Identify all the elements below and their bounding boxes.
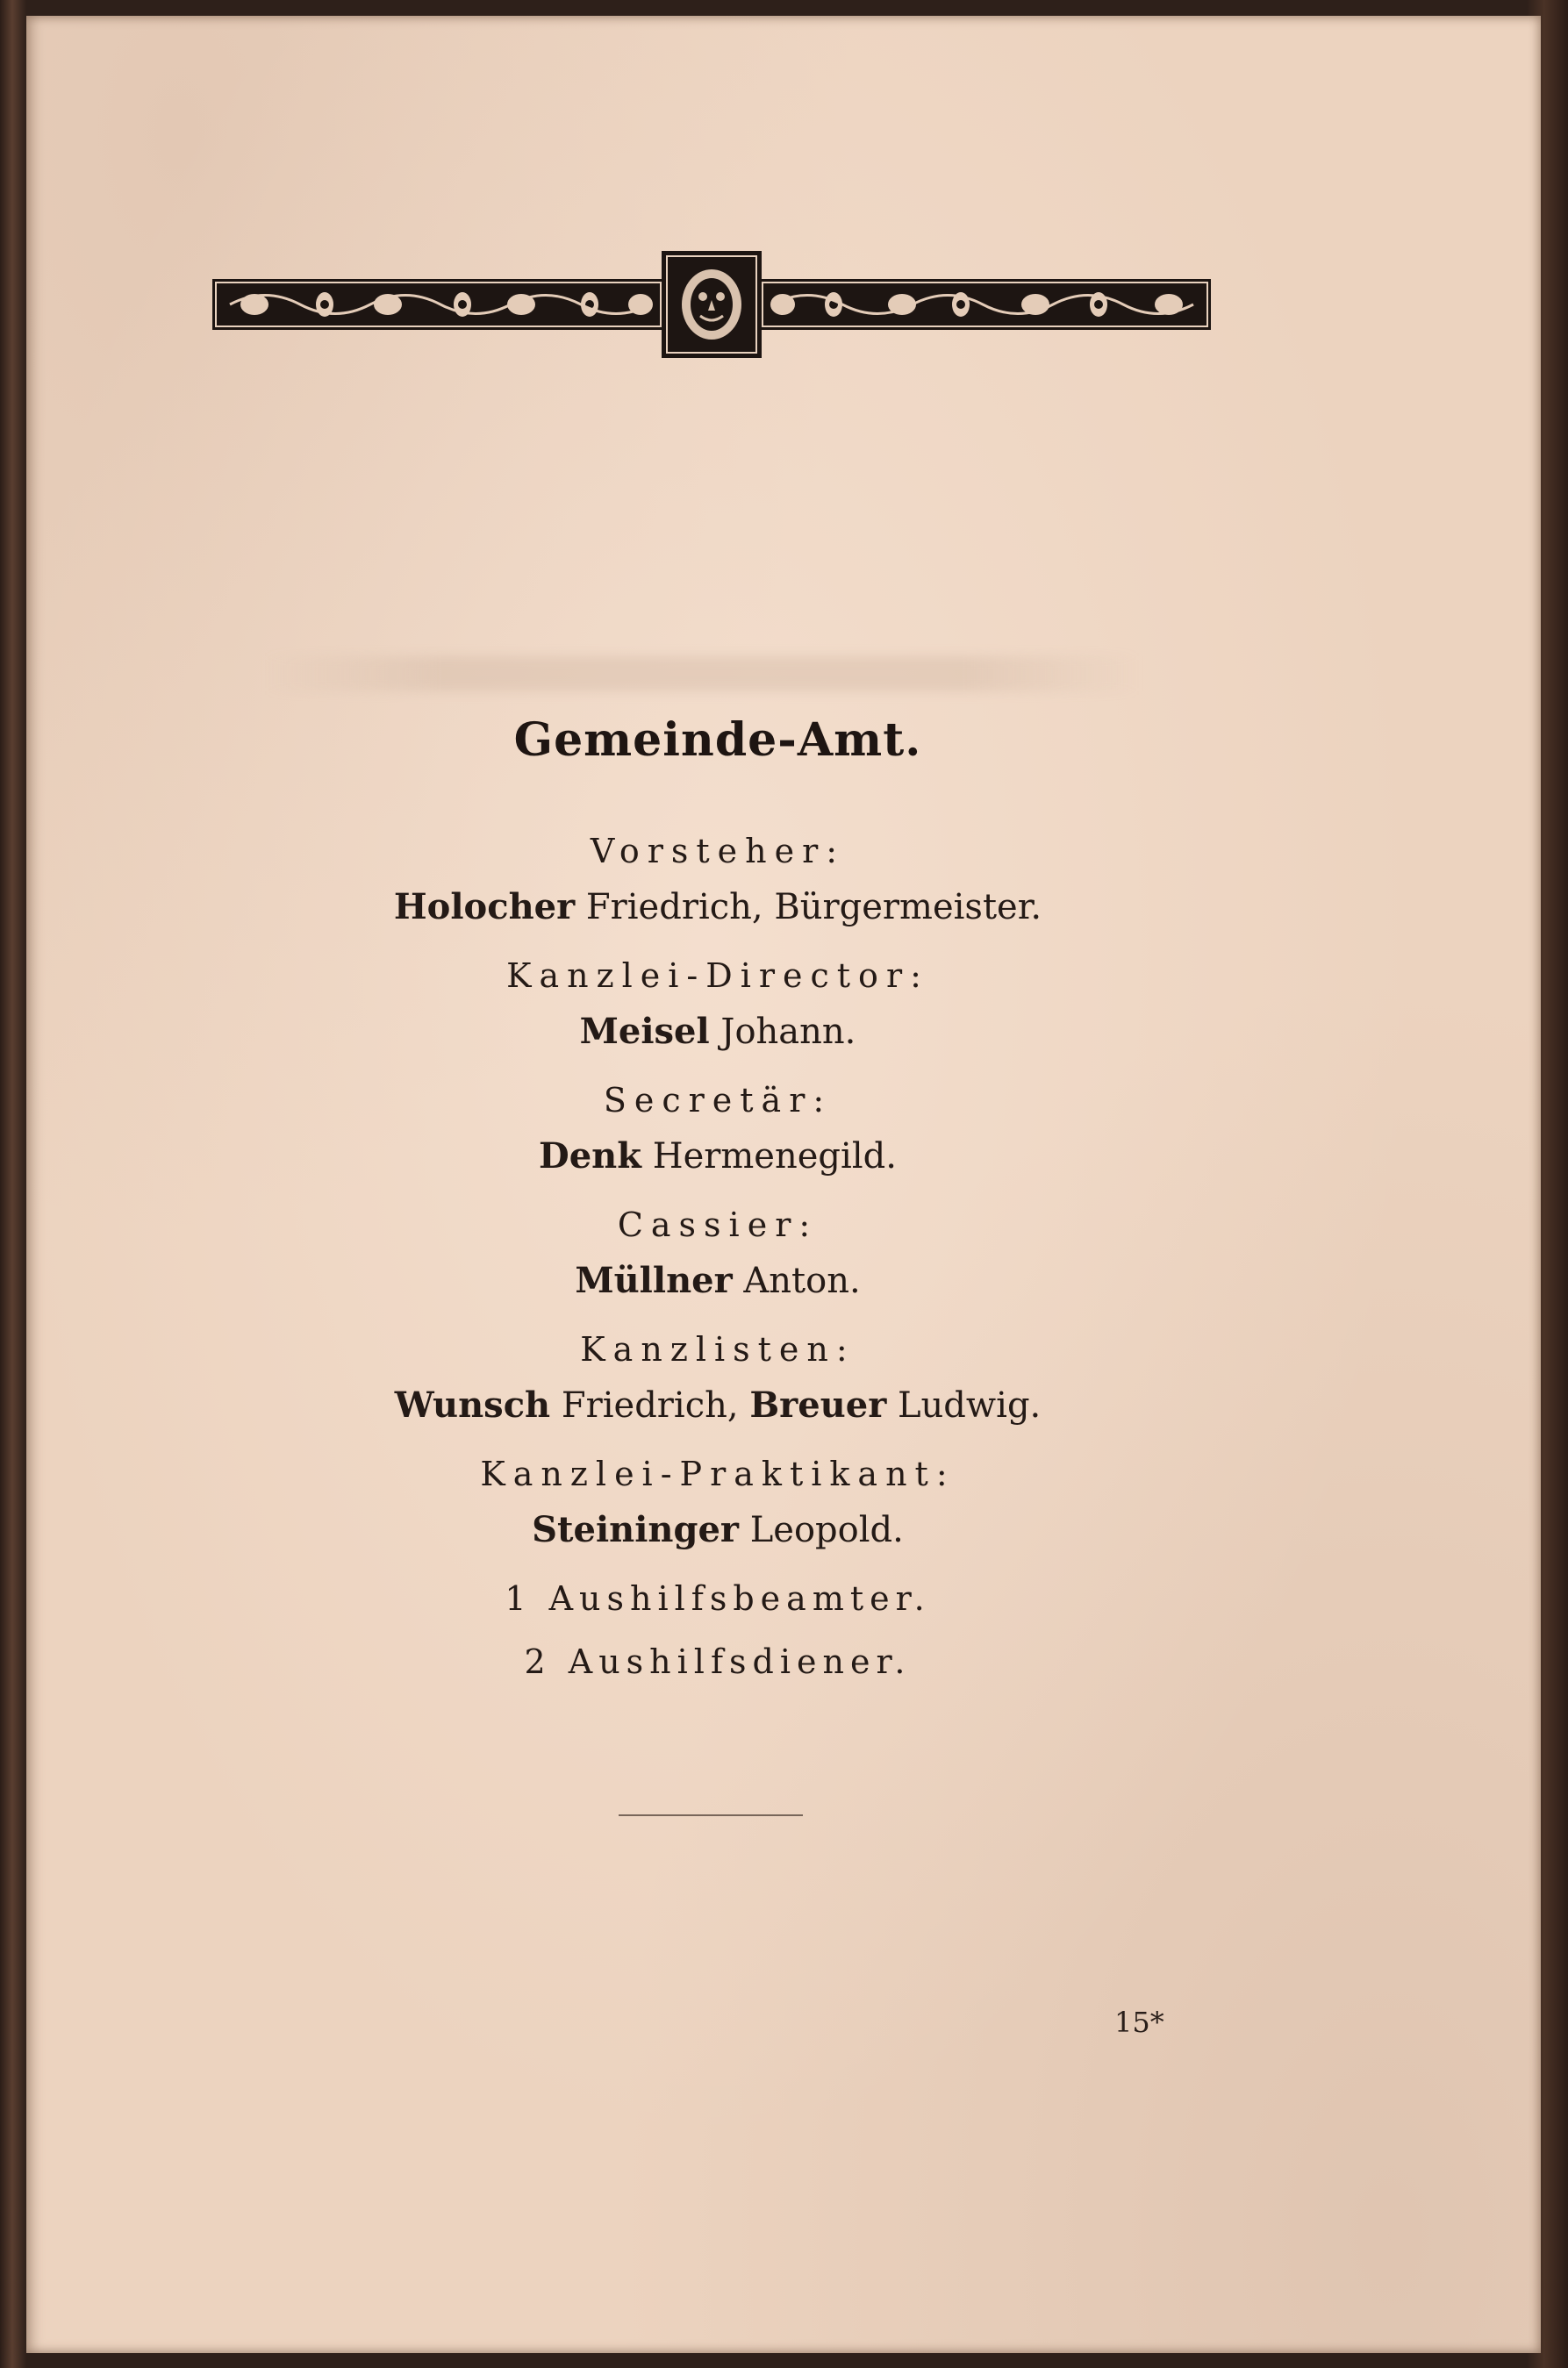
person-given-name: Hermenegild. xyxy=(652,1136,897,1177)
staff-list xyxy=(26,823,1409,1570)
person-surname: Meisel xyxy=(579,1011,710,1052)
role-title: Secretär: xyxy=(603,1081,833,1120)
role-title: Kanzlisten: xyxy=(580,1330,856,1369)
person-given-name: Leopold. xyxy=(749,1510,904,1550)
book-page xyxy=(26,16,1541,2353)
auxiliary-title: Aushilfsbeamter. xyxy=(548,1579,931,1618)
person-given-name: Ludwig. xyxy=(897,1385,1042,1426)
decorative-headpiece-ornament xyxy=(212,251,1211,358)
staff-entry xyxy=(26,1446,1409,1570)
section-divider xyxy=(619,1814,803,1816)
person-surname: Breuer xyxy=(749,1384,887,1426)
staff-entry xyxy=(26,1321,1409,1446)
person-given-name: Friedrich, Bürgermeister. xyxy=(585,887,1042,927)
auxiliary-staff xyxy=(26,1567,1409,1693)
person-surname: Wunsch xyxy=(394,1384,551,1426)
staff-entry xyxy=(26,948,1409,1072)
person-names xyxy=(26,1502,1409,1570)
auxiliary-count: 1 xyxy=(505,1579,533,1618)
person-given-name: Johann. xyxy=(720,1012,856,1052)
person-names xyxy=(26,1377,1409,1446)
person-names xyxy=(26,1253,1409,1321)
person-names xyxy=(26,1004,1409,1072)
page-heading: Gemeinde-Amt. xyxy=(513,713,922,767)
auxiliary-line xyxy=(26,1567,1409,1630)
person-surname: Denk xyxy=(539,1135,641,1177)
person-names xyxy=(26,1128,1409,1197)
person-names xyxy=(26,879,1409,948)
staff-entry xyxy=(26,1072,1409,1197)
person-given-name: Friedrich, xyxy=(561,1385,739,1426)
person-surname: Holocher xyxy=(393,886,576,927)
role-title: Kanzlei-Director: xyxy=(506,956,929,995)
bleed-through-shadow xyxy=(263,656,1141,691)
ornament-band-icon xyxy=(212,251,1211,358)
auxiliary-line xyxy=(26,1630,1409,1693)
role-title: Kanzlei-Praktikant: xyxy=(480,1455,956,1493)
person-given-name: Anton. xyxy=(743,1261,861,1301)
page-number: 15* xyxy=(1114,2006,1164,2039)
person-surname: Müllner xyxy=(575,1260,733,1301)
staff-entry xyxy=(26,823,1409,948)
role-title: Vorsteher: xyxy=(590,832,846,870)
role-title: Cassier: xyxy=(617,1205,819,1244)
person-surname: Steininger xyxy=(532,1509,739,1550)
auxiliary-count: 2 xyxy=(524,1642,552,1681)
staff-entry xyxy=(26,1197,1409,1321)
auxiliary-title: Aushilfsdiener. xyxy=(568,1642,912,1681)
